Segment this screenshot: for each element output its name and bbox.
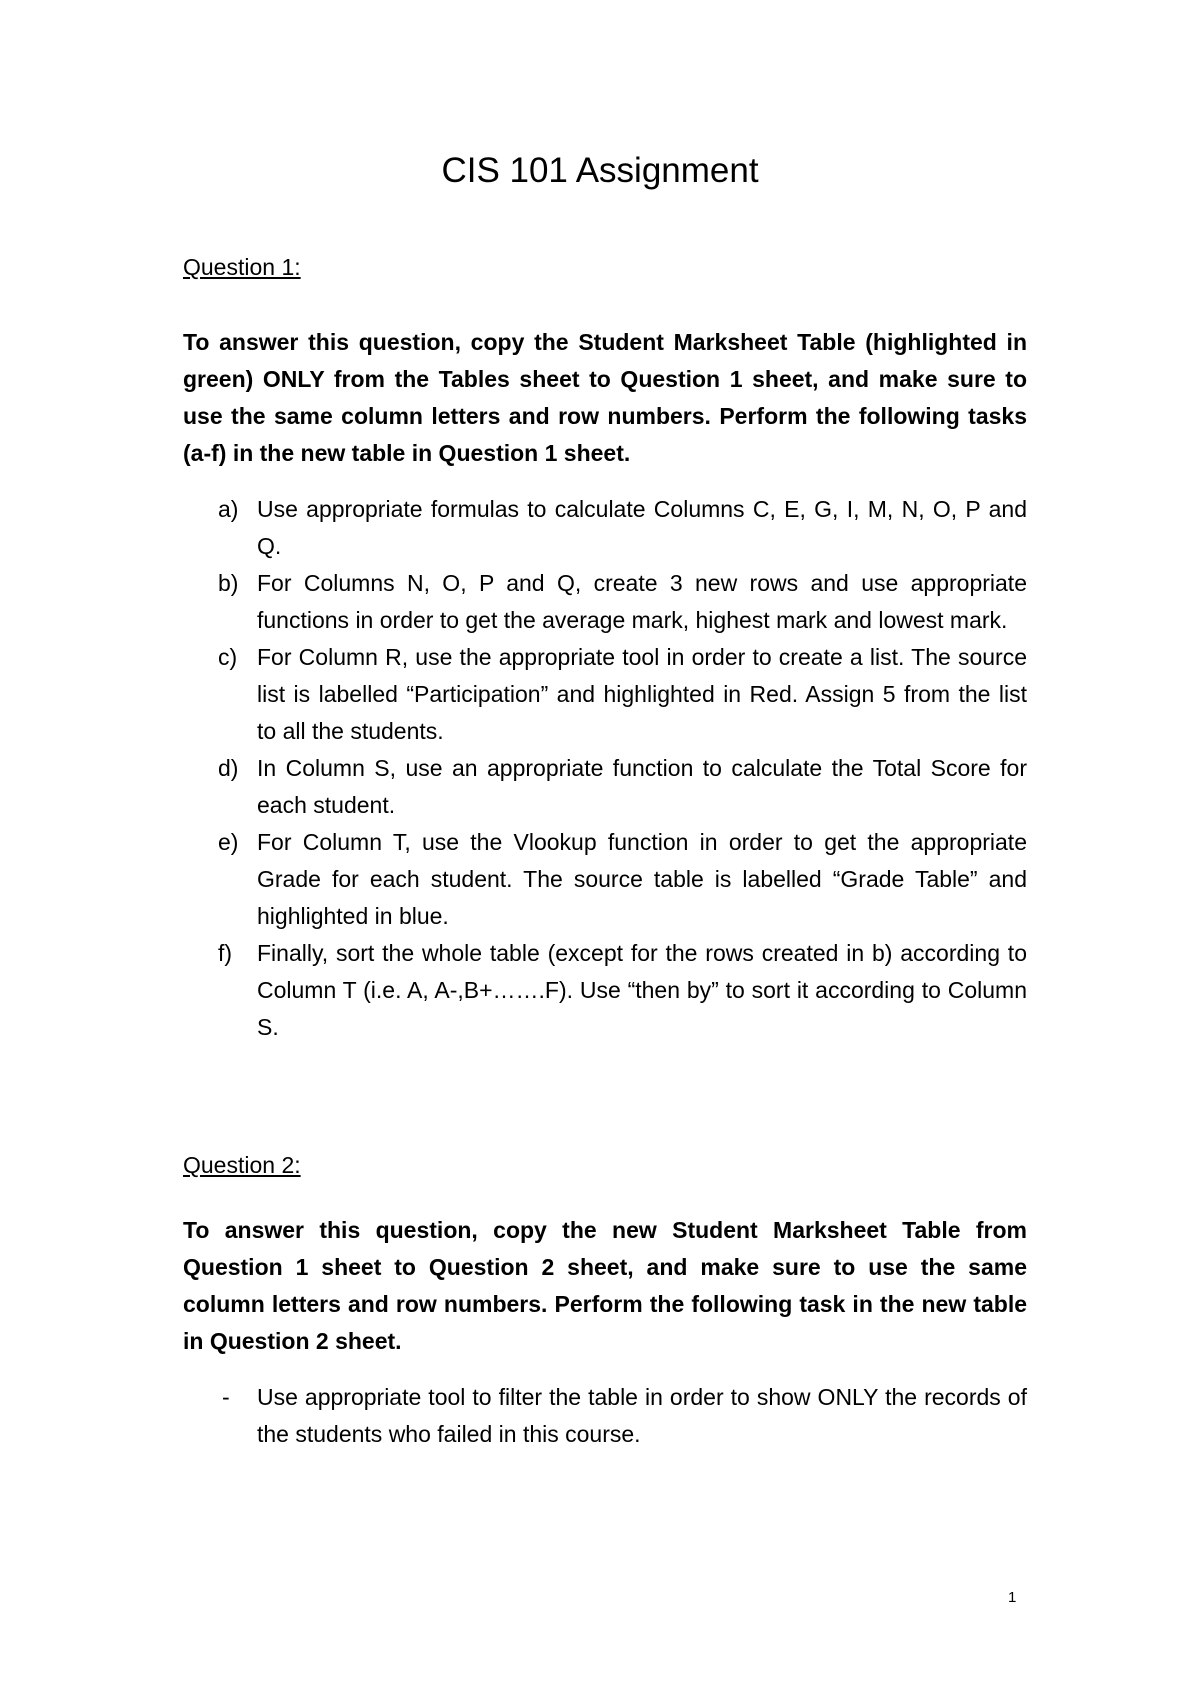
- page-number: 1: [1008, 1589, 1017, 1606]
- list-marker: -: [222, 1384, 230, 1410]
- list-marker: d): [218, 755, 239, 781]
- list-marker: e): [218, 829, 239, 855]
- task-text: For Column T, use the Vlookup function in order to get the appropriate Grade for each student. The source table is labelled “Grade Table” and highlighted in blue.: [257, 829, 1027, 929]
- list-marker: f): [218, 940, 233, 966]
- task-text: In Column S, use an appropriate function to calculate the Total Score for each student.: [257, 755, 1027, 818]
- list-marker: b): [218, 570, 239, 596]
- question-2-task-list: [0, 1379, 1027, 1453]
- task-text: For Columns N, O, P and Q, create 3 new rows and use appropriate functions in order to get the average mark, highest mark and lowest mark.: [257, 570, 1027, 633]
- list-item: [0, 491, 1027, 565]
- question-2-instructions: To answer this question, copy the new Student Marksheet Table from Question 1 sheet to Question 2 sheet, and make sure to use the same column letters and row numbers. Perform the following task in the new table in Question 2 sheet.: [183, 1217, 1027, 1354]
- list-marker: c): [218, 644, 238, 670]
- question-2-heading: Question 2:: [183, 1152, 301, 1178]
- list-item: [0, 639, 1027, 750]
- list-item: [0, 935, 1027, 1046]
- question-1-heading: Question 1:: [183, 254, 301, 280]
- task-text: Use appropriate tool to filter the table in order to show ONLY the records of the students who failed in this course.: [257, 1384, 1027, 1447]
- list-item: [0, 750, 1027, 824]
- task-text: For Column R, use the appropriate tool in order to create a list. The source list is labelled “Participation” and highlighted in Red. Assign 5 from the list to all the students.: [257, 644, 1027, 744]
- list-item: [0, 1379, 1027, 1453]
- question-1-task-list: [0, 491, 1027, 1046]
- question-1-instructions: To answer this question, copy the Student Marksheet Table (highlighted in green) ONLY from the Tables sheet to Question 1 sheet, and make sure to use the same column letters and row numbers. Perform the following tasks (a-f) in the new table in Question 1 sheet.: [183, 329, 1027, 466]
- list-item: [0, 824, 1027, 935]
- list-marker: a): [218, 496, 239, 522]
- task-text: Finally, sort the whole table (except for the rows created in b) according to Column T (i.e. A, A-,B+…….F). Use “then by” to sort it according to Column S.: [257, 940, 1027, 1040]
- document-title: CIS 101 Assignment: [441, 151, 759, 190]
- list-item: [0, 565, 1027, 639]
- task-text: Use appropriate formulas to calculate Columns C, E, G, I, M, N, O, P and Q.: [257, 496, 1027, 559]
